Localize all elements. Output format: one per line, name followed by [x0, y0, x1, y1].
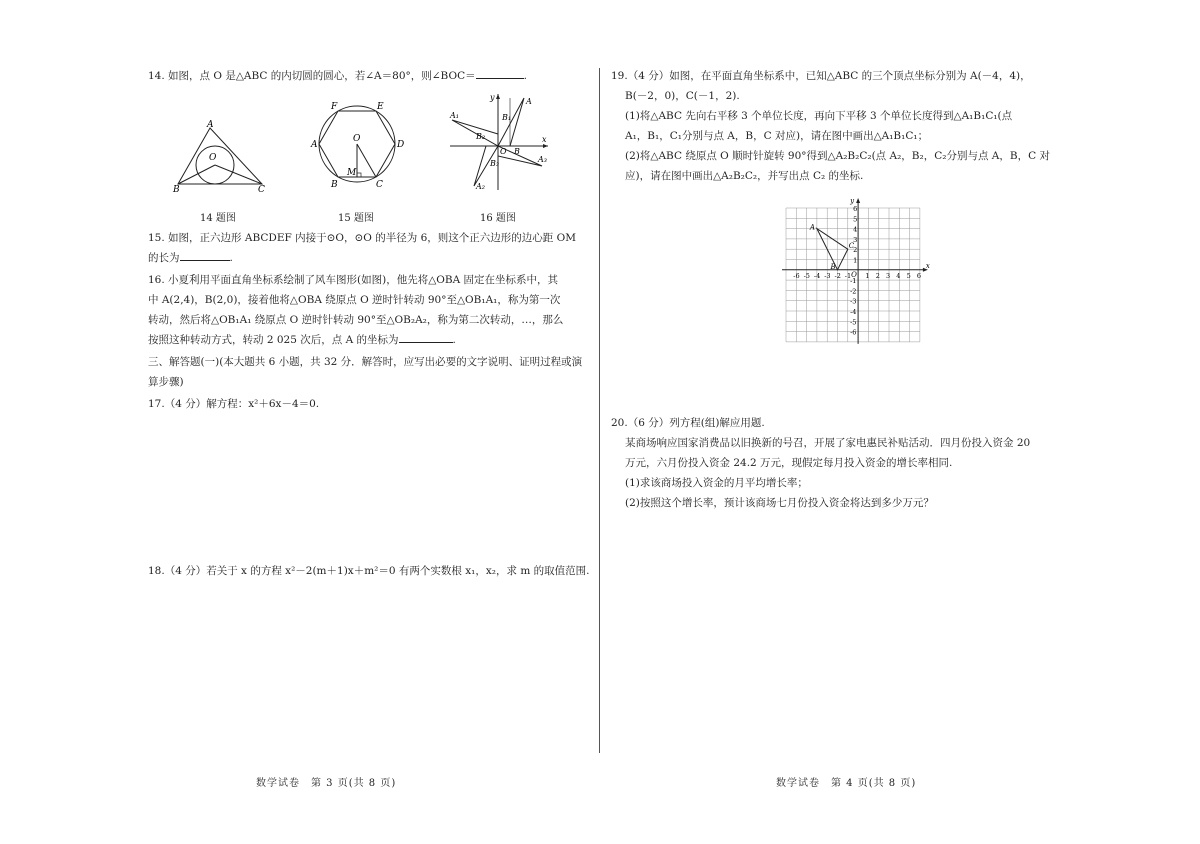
origin-label: O — [851, 270, 857, 279]
x-tick-label: 4 — [896, 271, 901, 280]
fig15-label-d: D — [397, 140, 405, 150]
fig16-label-b3: B₃ — [490, 159, 500, 168]
fig16-label-a: A — [526, 97, 532, 106]
y-tick-label: -5 — [850, 318, 857, 327]
fig14-label-c: C — [258, 185, 265, 195]
x-axis-label: x — [925, 261, 930, 270]
fig16-label-o: O — [500, 147, 507, 156]
fig15-label-a: A — [311, 140, 318, 150]
fig14-caption: 14 题图 — [200, 213, 236, 224]
figure-15 — [307, 100, 407, 192]
point-c-label: C — [848, 242, 855, 251]
y-tick-label: -4 — [850, 308, 857, 316]
x-tick-label: -1 — [844, 271, 852, 280]
question-20: 20.（6 分）列方程(组)解应用题. 某商场响应国家消费品以旧换新的号召，开展了家电惠民补贴活动．四月份投入资金 20 万元，六月份投入资金 24.2 万元，现假定每月投入资金的增长率相同. (1)求该商场投入资金的月平均增长率； (2)按照这个增长率，预计该商场七月份投入资金将达到多少万元？ — [611, 417, 1031, 509]
question-18: 18.（4 分）若关于 x 的方程 x²－2(m＋1)x＋m²＝0 有两个实数根 x₁，x₂，求 m 的取值范围. — [148, 565, 590, 577]
fig16-caption: 16 题图 — [480, 213, 516, 224]
x-tick-label: -5 — [803, 271, 810, 280]
fig16-label-a2: A₂ — [476, 182, 485, 191]
y-tick-label: 3 — [853, 235, 858, 244]
fig16-label-x: x — [542, 135, 547, 144]
fig16-label-b: B — [514, 147, 520, 156]
fig16-label-b2: B₂ — [476, 132, 486, 141]
fig15-label-c: C — [376, 180, 383, 190]
fig15-label-b: B — [331, 180, 338, 190]
y-tick-label: 2 — [853, 246, 858, 255]
fig16-label-a1: A₁ — [450, 111, 459, 120]
q16-answer-blank — [399, 342, 453, 343]
fig15-label-f: F — [331, 102, 338, 112]
footer-page-3: 数学试卷 第 3 页(共 8 页) — [256, 778, 397, 789]
y-tick-label: 5 — [853, 215, 858, 224]
x-tick-label: 2 — [875, 271, 880, 280]
x-tick-label: -2 — [834, 271, 841, 280]
footer-page-4: 数学试卷 第 4 页(共 8 页) — [776, 778, 917, 789]
x-tick-label: 1 — [865, 271, 870, 280]
question-14: 14. 如图，点 O 是△ABC 的内切圆的圆心，若∠A＝80°，则∠BOC＝ . — [148, 70, 527, 82]
fig15-label-e: E — [377, 102, 384, 112]
x-tick-label: 6 — [916, 271, 922, 280]
question-17: 17.（4 分）解方程：x²＋6x－4＝0. — [148, 398, 320, 410]
q14-text: 14. 如图，点 O 是△ABC 的内切圆的圆心，若∠A＝80°，则∠BOC＝ — [148, 70, 476, 82]
fig14-label-o: O — [209, 153, 217, 163]
x-tick-label: -6 — [793, 271, 800, 280]
fig14-label-a: A — [207, 120, 214, 130]
figure-14 — [170, 118, 270, 193]
point-b-label: B — [830, 262, 836, 271]
coordinate-grid — [778, 193, 928, 343]
figure-16 — [448, 90, 552, 192]
fig14-label-b: B — [173, 185, 180, 195]
y-tick-label: -6 — [850, 328, 857, 337]
fig15-label-o: O — [353, 134, 361, 144]
y-tick-label: 1 — [853, 256, 858, 265]
y-tick-label: -2 — [850, 287, 857, 296]
question-15: 15. 如图，正六边形 ABCDEF 内接于⊙O，⊙O 的半径为 6，则这个正六边形的边心距 OM 的长为 . — [148, 232, 576, 264]
page-4 — [600, 0, 1200, 844]
section-3-heading: 三、解答题(一)(本大题共 6 小题，共 32 分．解答时，应写出必要的文字说明、证明过程或演 算步骤) — [148, 356, 583, 388]
question-19: 19.（4 分）如图，在平面直角坐标系中，已知△ABC 的三个顶点坐标分别为 A(－4，4)， B(－2，0)，C(－1，2). (1)将△ABC 先向右平移 3 个单位长度，再向下平移 3 个单位长度得到△A₁B₁C₁(点 A₁，B₁，C₁分别与点 A，B，C 对应)，请在图中画出△A₁B₁C₁； (2)将△ABC 绕原点 O 顺时针旋转 90°得到△A₂B₂C₂(点 A₂，B₂，C₂分别与点 A，B，C 对 应)，请在图中画出△A₂B₂C₂，并写出点 C₂ 的坐标. — [611, 70, 1050, 182]
y-axis-label: y — [850, 197, 855, 205]
q14-answer-blank — [476, 78, 524, 79]
x-tick-label: 5 — [906, 271, 911, 280]
x-tick-label: -3 — [824, 271, 831, 280]
question-16: 16. 小夏利用平面直角坐标系绘制了风车图形(如图)，他先将△OBA 固定在坐标系中，其 中 A(2,4)，B(2,0)，接着他将△OBA 绕原点 O 逆时针转动 90°至△OB₁A₁，称为第一次 转动，然后将△OB₁A₁ 绕原点 O 逆时针转动 90°至△OB₂A₂，称为第二次转动，…，那么 按照这种转动方式，转动 2 025 次后，点 A 的坐标为 . — [148, 274, 564, 346]
y-tick-label: 6 — [853, 205, 858, 213]
fig16-label-b1: B₁ — [502, 113, 512, 122]
x-tick-label: 3 — [886, 271, 891, 280]
y-tick-label: -3 — [850, 297, 857, 306]
point-a-label: A — [809, 223, 815, 232]
y-tick-label: -1 — [850, 277, 857, 286]
y-tick-label: 4 — [853, 225, 858, 234]
fig15-caption: 15 题图 — [338, 213, 374, 224]
q15-answer-blank — [180, 260, 230, 261]
y-axis-arrow — [856, 198, 860, 203]
x-tick-label: -4 — [813, 271, 821, 280]
fig16-label-y: y — [490, 93, 495, 102]
fig16-label-a3: A₃ — [538, 155, 547, 164]
fig15-label-m: M — [347, 168, 357, 178]
